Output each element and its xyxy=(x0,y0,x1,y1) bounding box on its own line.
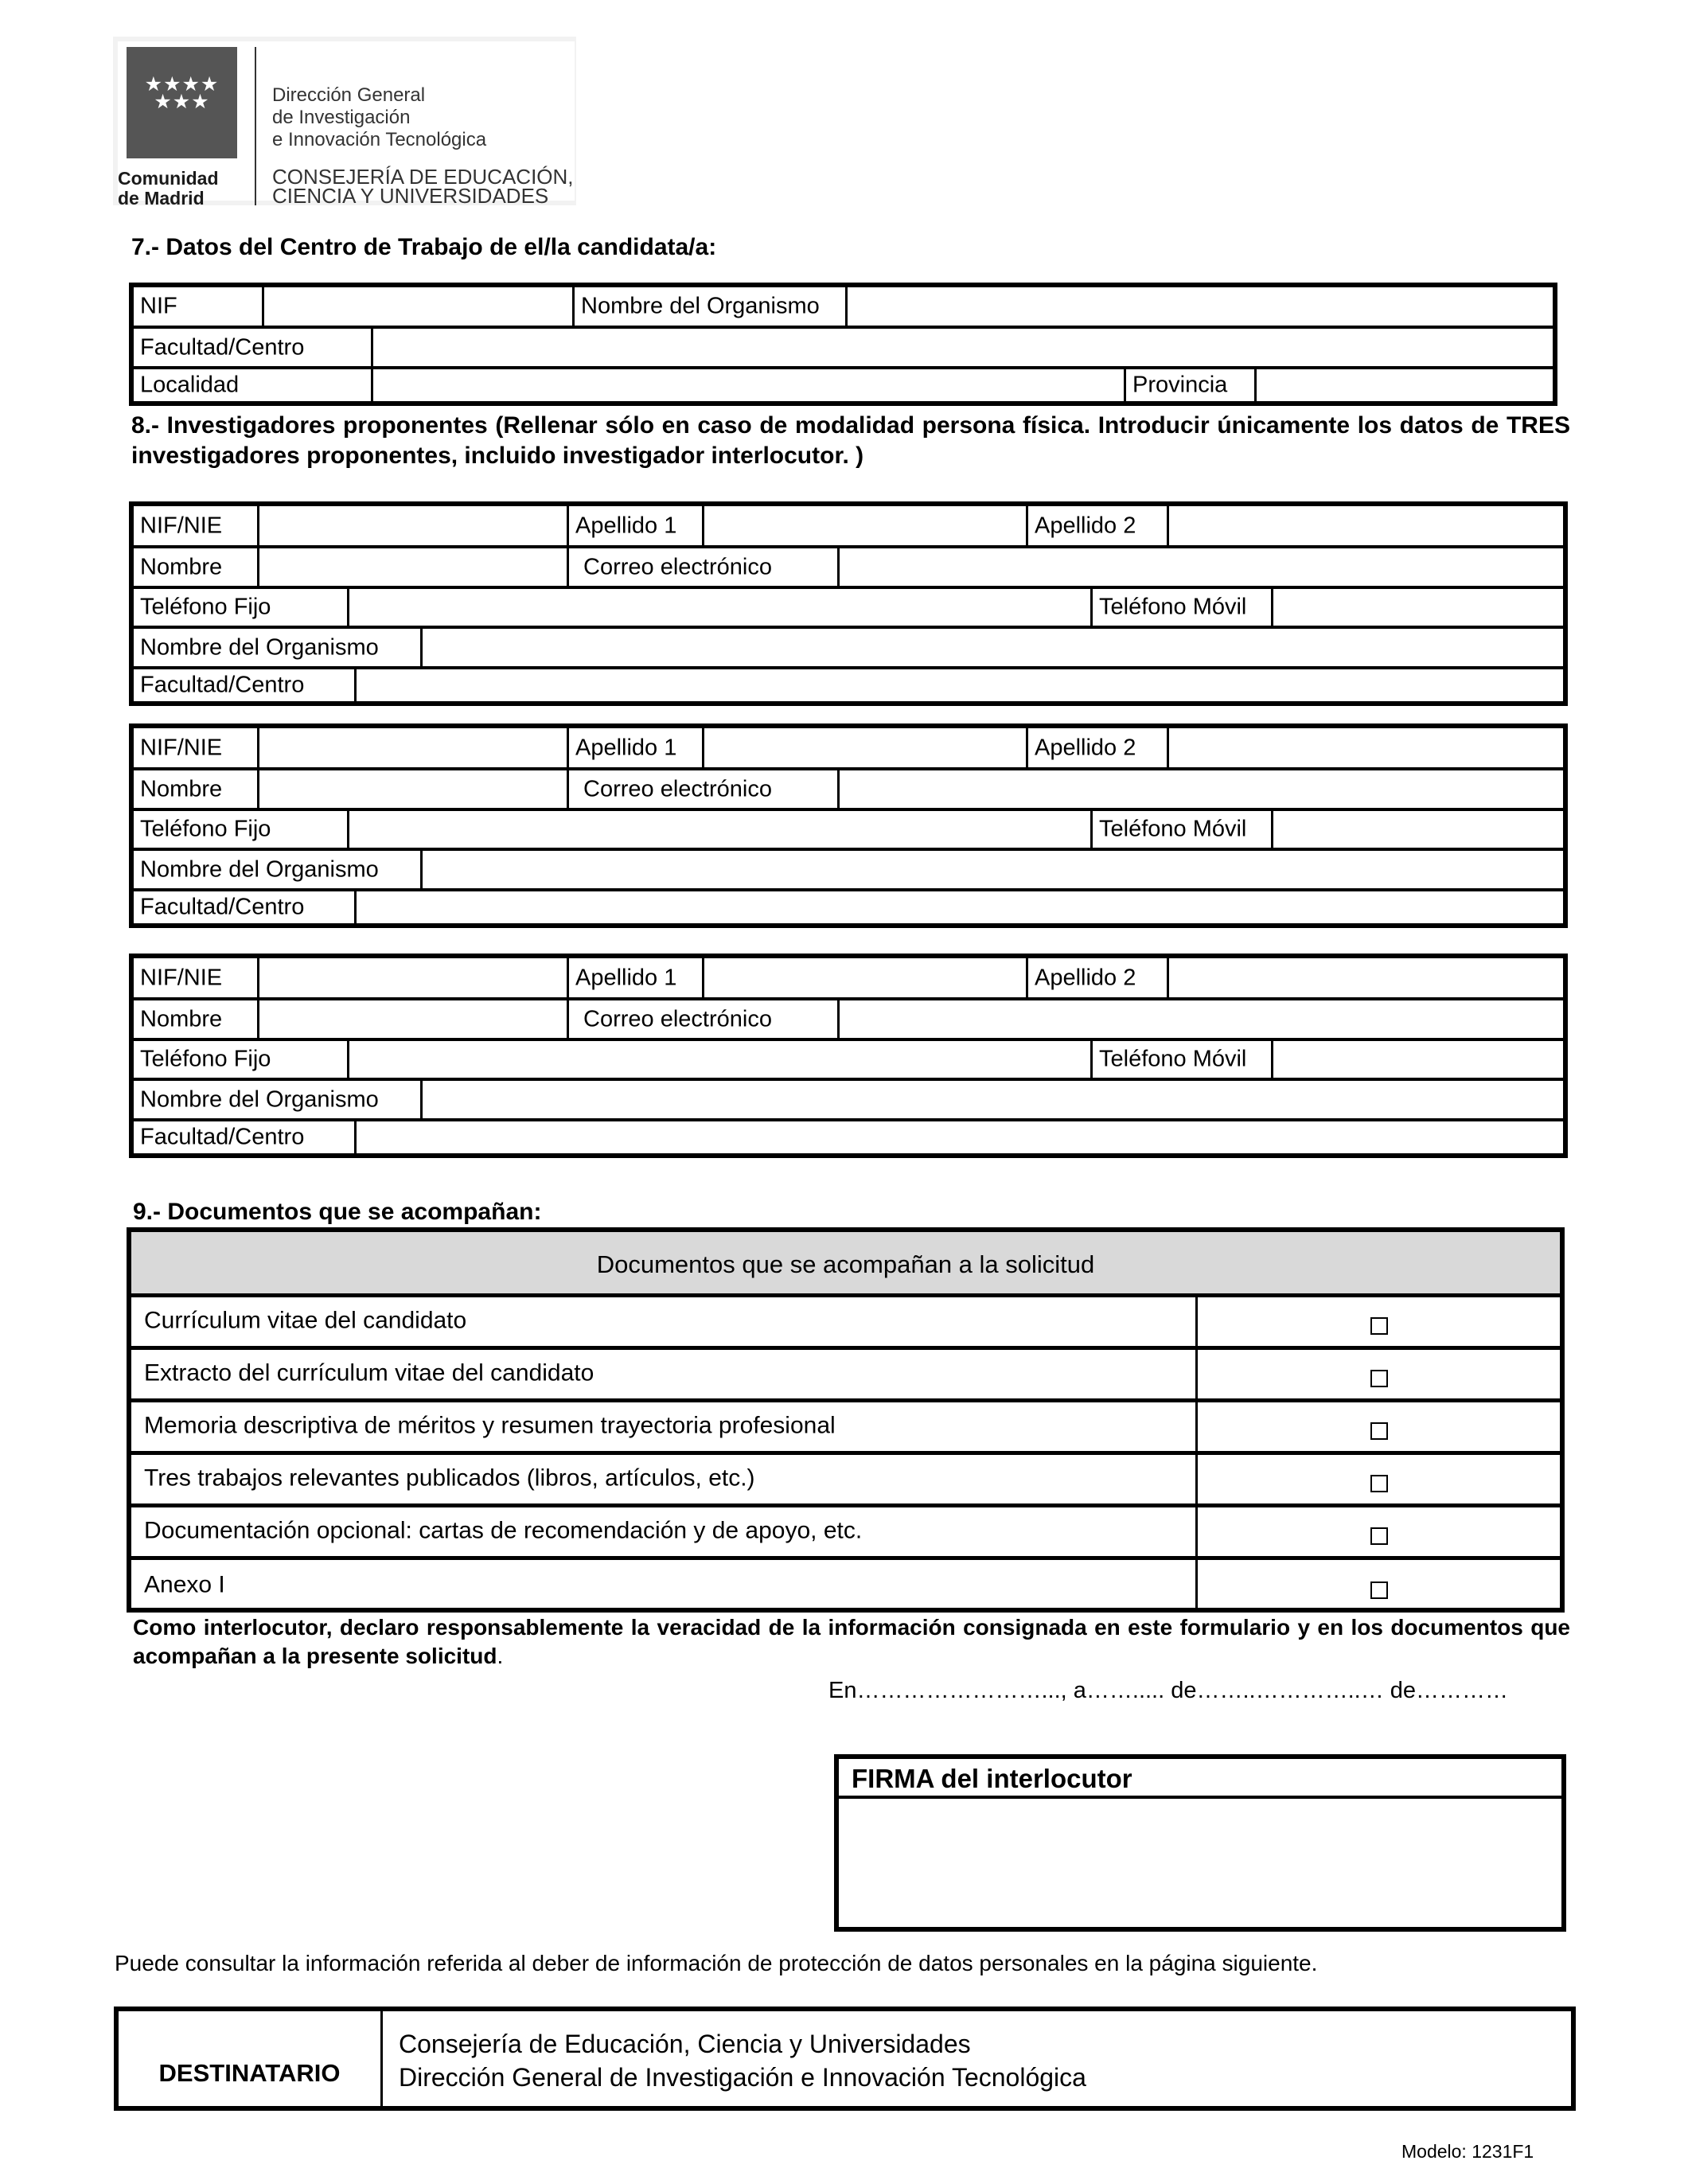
nombre-label-cell xyxy=(134,548,257,586)
destinatario-line-2: Dirección General de Investigación e Innovación Tecnológica xyxy=(399,2063,1086,2092)
declaration-end: . xyxy=(497,1644,504,1668)
stars-row-2: ★★★ xyxy=(154,90,210,113)
correo-label: Correo electrónico xyxy=(583,776,772,801)
nif-nie-label-cell xyxy=(134,958,257,997)
correo-label-cell xyxy=(567,770,837,808)
organismo-label-cell xyxy=(134,629,420,666)
nombre-field[interactable] xyxy=(257,548,567,586)
apellido1-label: Apellido 1 xyxy=(575,513,677,538)
checkbox-icon[interactable] xyxy=(1370,1370,1388,1387)
facultad-label-cell xyxy=(134,891,354,923)
telefono-fijo-label: Teléfono Fijo xyxy=(140,594,271,620)
telefono-movil-field[interactable] xyxy=(1271,811,1563,848)
logo-brand-name xyxy=(118,169,245,209)
organismo-label-cell xyxy=(572,287,845,326)
document-row xyxy=(131,1507,1560,1560)
apellido1-label: Apellido 1 xyxy=(575,735,677,760)
organismo-field[interactable] xyxy=(420,1081,1563,1118)
organismo-label: Nombre del Organismo xyxy=(140,1086,379,1112)
nif-nie-label: NIF/NIE xyxy=(140,965,223,990)
nif-nie-label-cell xyxy=(134,728,257,767)
nombre-label-cell xyxy=(134,1000,257,1038)
destinatario-recipient xyxy=(399,2027,1086,2094)
facultad-field[interactable] xyxy=(371,329,1553,366)
telefono-movil-label-cell xyxy=(1090,589,1271,626)
destinatario-line-1: Consejería de Educación, Ciencia y Universidades xyxy=(399,2030,971,2058)
telefono-movil-label: Teléfono Móvil xyxy=(1099,1046,1247,1072)
correo-field[interactable] xyxy=(837,770,1563,808)
apellido2-label-cell xyxy=(1026,506,1167,545)
nif-field[interactable] xyxy=(262,287,572,326)
nombre-field[interactable] xyxy=(257,770,567,808)
inv-row-2 xyxy=(134,767,1563,808)
nif-nie-field[interactable] xyxy=(257,506,567,545)
telefono-fijo-label-cell xyxy=(134,811,347,848)
telefono-movil-label: Teléfono Móvil xyxy=(1099,816,1247,842)
brand-line-2: de Madrid xyxy=(118,188,205,209)
inv-row-5 xyxy=(134,888,1563,923)
organismo-label: Nombre del Organismo xyxy=(140,856,379,882)
privacy-note: Puede consultar la información referida al deber de información de protección de datos personales en la página siguiente. xyxy=(115,1951,1318,1975)
inv-row-5 xyxy=(134,666,1563,701)
signature-box xyxy=(834,1754,1566,1932)
stars-row-1: ★★★★ xyxy=(144,72,220,96)
centro-row-1 xyxy=(134,287,1553,326)
investigador-table-2 xyxy=(129,723,1568,928)
telefono-movil-label-cell xyxy=(1090,811,1271,848)
document-row xyxy=(131,1560,1560,1613)
telefono-fijo-label: Teléfono Fijo xyxy=(140,816,271,842)
apellido1-field[interactable] xyxy=(702,958,1026,997)
correo-field[interactable] xyxy=(837,1000,1563,1038)
investigador-table-1 xyxy=(129,501,1568,706)
facultad-label-cell xyxy=(134,1121,354,1153)
provincia-label-cell xyxy=(1124,369,1254,401)
document-label: Extracto del currículum vitae del candidato xyxy=(144,1359,594,1386)
telefono-fijo-field[interactable] xyxy=(347,589,1090,626)
document-check-cell xyxy=(1195,1507,1560,1556)
telefono-fijo-label: Teléfono Fijo xyxy=(140,1046,271,1072)
destinatario-box xyxy=(114,2007,1576,2111)
cons-line-2: CIENCIA Y UNIVERSIDADES xyxy=(272,184,549,208)
signature-title: FIRMA del interlocutor xyxy=(852,1764,1132,1793)
apellido2-label: Apellido 2 xyxy=(1035,965,1136,990)
declaration-body: Como interlocutor, declaro responsablemente la veracidad de la información consignada en este formulario y en los documentos que acompañan a la presente solicitud xyxy=(133,1615,1570,1668)
logo-frame xyxy=(118,41,575,209)
nombre-label: Nombre xyxy=(140,776,223,801)
document-check-cell xyxy=(1195,1297,1560,1346)
facultad-label-cell xyxy=(134,669,354,701)
organismo-label-cell xyxy=(134,1081,420,1118)
logo-consejeria xyxy=(272,165,574,208)
nif-nie-label: NIF/NIE xyxy=(140,735,223,760)
logo-direccion-general xyxy=(272,84,486,151)
telefono-movil-field[interactable] xyxy=(1271,589,1563,626)
apellido2-label: Apellido 2 xyxy=(1035,513,1136,538)
section-9-title: 9.- Documentos que se acompañan: xyxy=(133,1199,542,1225)
organismo-label: Nombre del Organismo xyxy=(581,293,820,319)
document-label: Anexo I xyxy=(144,1571,225,1598)
stars-icon xyxy=(127,72,237,113)
telefono-fijo-field[interactable] xyxy=(347,811,1090,848)
documents-table xyxy=(127,1227,1565,1613)
inv-row-1 xyxy=(134,958,1563,997)
declaration-text xyxy=(133,1613,1570,1671)
telefono-movil-label-cell xyxy=(1090,1041,1271,1078)
telefono-fijo-field[interactable] xyxy=(347,1041,1090,1078)
localidad-field[interactable] xyxy=(371,369,1124,401)
nombre-label: Nombre xyxy=(140,554,223,579)
nombre-label: Nombre xyxy=(140,1006,223,1032)
centro-trabajo-table xyxy=(129,283,1557,406)
document-row xyxy=(131,1455,1560,1507)
inv-row-2 xyxy=(134,545,1563,586)
document-check-cell xyxy=(1195,1402,1560,1451)
nif-nie-field[interactable] xyxy=(257,958,567,997)
facultad-label: Facultad/Centro xyxy=(140,894,305,920)
inv-row-2 xyxy=(134,997,1563,1038)
correo-label: Correo electrónico xyxy=(583,1006,772,1032)
centro-row-2 xyxy=(134,326,1553,366)
facultad-field[interactable] xyxy=(354,669,1563,701)
inv-row-1 xyxy=(134,506,1563,545)
inv-row-4 xyxy=(134,626,1563,666)
checkbox-icon[interactable] xyxy=(1370,1317,1388,1335)
logo-divider xyxy=(255,47,256,205)
apellido2-field[interactable] xyxy=(1167,728,1563,767)
inv-row-4 xyxy=(134,848,1563,888)
investigador-table-3 xyxy=(129,954,1568,1158)
facultad-field[interactable] xyxy=(354,891,1563,923)
document-check-cell xyxy=(1195,1560,1560,1613)
signature-header xyxy=(839,1759,1561,1799)
provincia-field[interactable] xyxy=(1254,369,1553,401)
correo-field[interactable] xyxy=(837,548,1563,586)
logo xyxy=(113,37,576,209)
document-row xyxy=(131,1402,1560,1455)
checkbox-icon[interactable] xyxy=(1370,1527,1388,1545)
organismo-label: Nombre del Organismo xyxy=(140,634,379,660)
apellido2-label-cell xyxy=(1026,728,1167,767)
form-model-code: Modelo: 1231F1 xyxy=(1401,2141,1534,2162)
apellido2-field[interactable] xyxy=(1167,506,1563,545)
centro-row-3 xyxy=(134,366,1553,401)
facultad-label: Facultad/Centro xyxy=(140,334,305,360)
telefono-fijo-label-cell xyxy=(134,1041,347,1078)
correo-label: Correo electrónico xyxy=(583,554,772,579)
destinatario-label: DESTINATARIO xyxy=(158,2059,341,2087)
checkbox-icon[interactable] xyxy=(1370,1581,1388,1599)
inv-row-5 xyxy=(134,1118,1563,1153)
apellido1-field[interactable] xyxy=(702,728,1026,767)
document-label: Currículum vitae del candidato xyxy=(144,1306,467,1333)
document-row xyxy=(131,1350,1560,1402)
document-label: Documentación opcional: cartas de recomendación y de apoyo, etc. xyxy=(144,1516,863,1543)
dg-line-3: e Innovación Tecnológica xyxy=(272,129,487,150)
document-label: Memoria descriptiva de méritos y resumen trayectoria profesional xyxy=(144,1411,836,1438)
apellido2-field[interactable] xyxy=(1167,958,1563,997)
nif-label: NIF xyxy=(140,293,177,319)
organismo-field[interactable] xyxy=(845,287,1553,326)
nif-nie-label: NIF/NIE xyxy=(140,513,223,538)
inv-row-4 xyxy=(134,1078,1563,1118)
facultad-label: Facultad/Centro xyxy=(140,672,305,698)
dg-line-2: de Investigación xyxy=(272,107,411,128)
document-check-cell xyxy=(1195,1350,1560,1398)
localidad-label: Localidad xyxy=(140,372,240,398)
inv-row-3 xyxy=(134,808,1563,848)
document-row xyxy=(131,1297,1560,1350)
correo-label-cell xyxy=(567,1000,837,1038)
apellido1-label: Apellido 1 xyxy=(575,965,677,990)
destinatario-label-cell xyxy=(119,2011,383,2106)
nif-nie-label-cell xyxy=(134,506,257,545)
telefono-movil-field[interactable] xyxy=(1271,1041,1563,1078)
organismo-field[interactable] xyxy=(420,851,1563,888)
localidad-label-cell xyxy=(134,369,371,401)
apellido2-label-cell xyxy=(1026,958,1167,997)
nif-nie-field[interactable] xyxy=(257,728,567,767)
date-line[interactable]: En……………………..., a……..... de……..…………..… de………… xyxy=(828,1678,1509,1703)
facultad-label-cell xyxy=(134,329,371,366)
cons-line-1: CONSEJERÍA DE EDUCACIÓN, xyxy=(272,165,574,189)
checkbox-icon[interactable] xyxy=(1370,1422,1388,1440)
organismo-label-cell xyxy=(134,851,420,888)
correo-label-cell xyxy=(567,548,837,586)
signature-area[interactable] xyxy=(839,1799,1561,1927)
telefono-fijo-label-cell xyxy=(134,589,347,626)
inv-row-3 xyxy=(134,1038,1563,1078)
inv-row-1 xyxy=(134,728,1563,767)
documents-table-header xyxy=(131,1232,1560,1297)
apellido2-label: Apellido 2 xyxy=(1035,735,1136,760)
section-7-title: 7.- Datos del Centro de Trabajo de el/la candidata/a: xyxy=(131,234,717,260)
nombre-label-cell xyxy=(134,770,257,808)
dg-line-1: Dirección General xyxy=(272,84,426,106)
document-check-cell xyxy=(1195,1455,1560,1503)
facultad-field[interactable] xyxy=(354,1121,1563,1153)
section-8-title: 8.- Investigadores proponentes (Rellenar sólo en caso de modalidad persona física. Introducir únicamente los datos de TRES investigadores proponentes, incluido investigador interlocutor. ) xyxy=(131,412,1570,469)
logo-emblem xyxy=(127,47,237,158)
checkbox-icon[interactable] xyxy=(1370,1475,1388,1492)
brand-line-1: Comunidad xyxy=(118,168,219,189)
organismo-field[interactable] xyxy=(420,629,1563,666)
apellido1-field[interactable] xyxy=(702,506,1026,545)
provincia-label: Provincia xyxy=(1132,372,1228,398)
inv-row-3 xyxy=(134,586,1563,626)
telefono-movil-label: Teléfono Móvil xyxy=(1099,594,1247,620)
apellido1-label-cell xyxy=(567,728,702,767)
nombre-field[interactable] xyxy=(257,1000,567,1038)
document-label: Tres trabajos relevantes publicados (libros, artículos, etc.) xyxy=(144,1464,755,1491)
documents-table-header-text: Documentos que se acompañan a la solicitud xyxy=(596,1250,1095,1278)
nif-label-cell xyxy=(134,287,262,326)
apellido1-label-cell xyxy=(567,958,702,997)
facultad-label: Facultad/Centro xyxy=(140,1124,305,1150)
apellido1-label-cell xyxy=(567,506,702,545)
